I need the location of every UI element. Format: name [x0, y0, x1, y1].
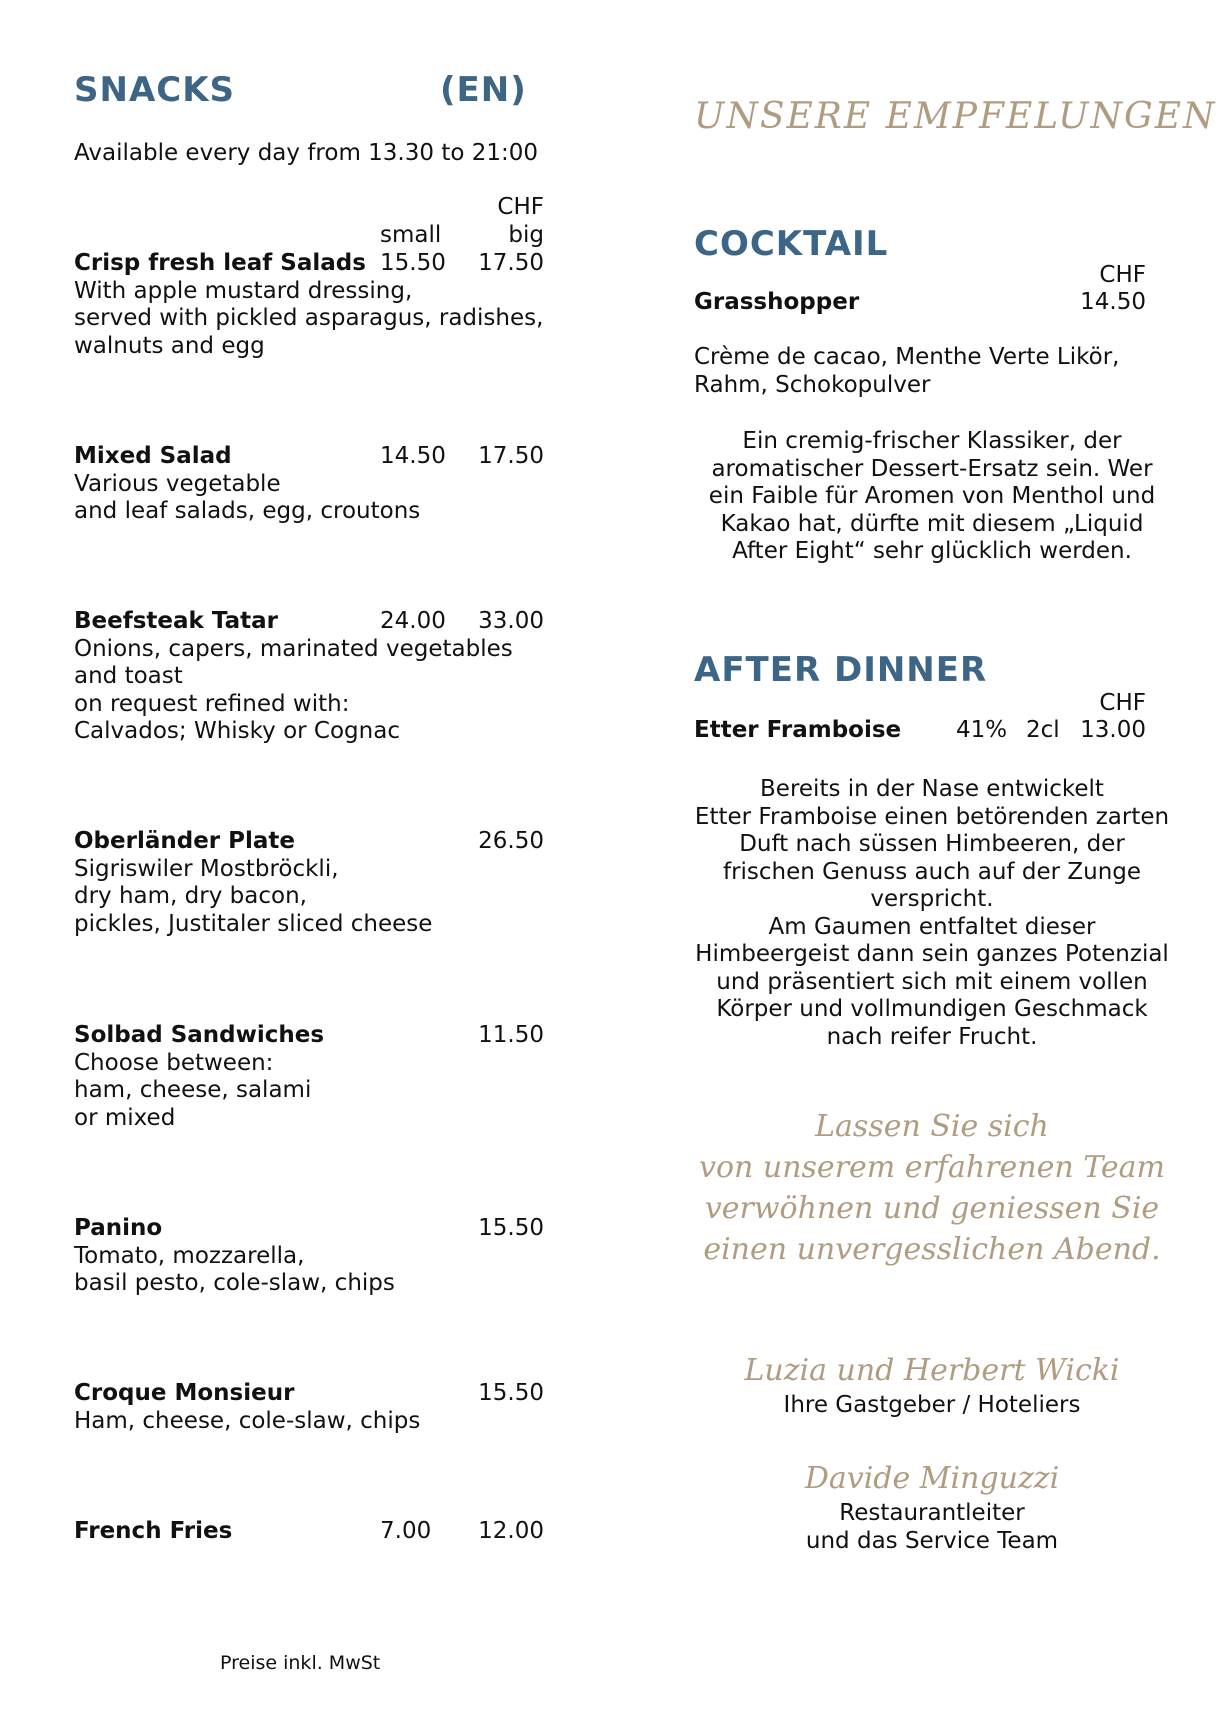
language-label: (EN): [440, 70, 527, 110]
snacks-header: [74, 70, 544, 114]
currency-label: CHF: [1099, 262, 1146, 288]
currency-label: CHF: [497, 194, 544, 220]
menu-item: [74, 1518, 544, 1546]
item-name: Panino: [74, 1215, 163, 1241]
item-description: Choose between: ham, cheese, salami or mixed: [74, 1049, 312, 1131]
manager-role: Restaurantleiter und das Service Team: [805, 1500, 1059, 1554]
menu-item: [74, 1380, 544, 1435]
price-big: 15.50: [478, 1380, 544, 1406]
item-description: Sigriswiler Mostbröckli, dry ham, dry bacon, pickles, Justitaler sliced cheese: [74, 855, 433, 937]
price-big: 17.50: [478, 250, 544, 276]
currency-label: CHF: [1099, 690, 1146, 716]
item-description: Onions, capers, marinated vegetables and toast on request refined with: Calvados; Whisky or Cognac: [74, 635, 513, 744]
menu-item: [74, 443, 544, 526]
item-name: Oberländer Plate: [74, 828, 296, 854]
snacks-title: SNACKS: [74, 70, 236, 110]
item-name: Mixed Salad: [74, 443, 232, 469]
item-name: Solbad Sandwiches: [74, 1022, 325, 1048]
cocktail-ingredients: Crème de cacao, Menthe Verte Likör, Rahm, Schokopulver: [694, 344, 1120, 398]
price-small: 7.00: [380, 1518, 432, 1544]
price-small: 14.50: [380, 443, 446, 469]
price-column-header: [74, 194, 544, 250]
cocktail-description: Ein cremig-frischer Klassiker, der aromatischer Dessert-Ersatz sein. Wer ein Faible für Aromen von Menthol und Kakao hat, dürfte mit diesem „Liquid After Eight“ sehr glücklich werden.: [708, 428, 1156, 564]
item-name: French Fries: [74, 1518, 233, 1544]
item-description: With apple mustard dressing, served with pickled asparagus, radishes, walnuts and egg: [74, 277, 544, 359]
availability-text: Available every day from 13.30 to 21:00: [74, 140, 538, 166]
recommendations-title: UNSERE EMPFELUNGEN: [694, 96, 1217, 137]
snacks-column: [74, 70, 544, 1544]
after-dinner-name: Etter Framboise: [694, 717, 902, 743]
volume-value: 2cl: [1026, 717, 1060, 743]
price-big: 15.50: [478, 1215, 544, 1241]
footer-note: Preise inkl. MwSt: [220, 1652, 381, 1674]
abv-value: 41%: [956, 717, 1008, 743]
menu-item: [74, 608, 544, 746]
item-description: Ham, cheese, cole-slaw, chips: [74, 1407, 421, 1434]
item-name: Beefsteak Tatar: [74, 608, 278, 634]
cocktail-section-title: COCKTAIL: [694, 224, 889, 264]
after-dinner-section-title: AFTER DINNER: [694, 650, 988, 690]
cocktail-name: Grasshopper: [694, 289, 860, 315]
small-label: small: [380, 222, 442, 248]
big-label: big: [508, 222, 544, 248]
menu-item: [74, 1215, 544, 1298]
price-big: 26.50: [478, 828, 544, 854]
price-big: 17.50: [478, 443, 544, 469]
after-dinner-description: Bereits in der Nase entwickelt Etter Framboise einen betörenden zarten Duft nach süssen Himbeeren, der frischen Genuss auch auf der Zunge verspricht. Am Gaumen entfaltet dieser Himbeergeist dann sein ganzes Potenzial und präsentiert sich mit einem vollen Körper und vollmundigen Geschmack nach reifer Frucht.: [694, 776, 1170, 1050]
closing-message: Lassen Sie sich von unserem erfahrenen Team verwöhnen und geniessen Sie einen unvergesslichen Abend.: [699, 1109, 1165, 1267]
price-small: 15.50: [380, 250, 446, 276]
price-big: 11.50: [478, 1022, 544, 1048]
host-role: Ihre Gastgeber / Hoteliers: [783, 1392, 1081, 1418]
menu-item: [74, 250, 544, 360]
cocktail-price: 14.50: [1080, 289, 1146, 315]
host-names: Luzia und Herbert Wicki: [744, 1353, 1120, 1388]
menu-item: [74, 1022, 544, 1132]
menu-item: [74, 828, 544, 938]
price-small: 24.00: [380, 608, 446, 634]
item-description: Tomato, mozzarella, basil pesto, cole-slaw, chips: [74, 1242, 395, 1296]
item-description: Various vegetable and leaf salads, egg, croutons: [74, 470, 421, 524]
price-big: 33.00: [478, 608, 544, 634]
manager-name: Davide Minguzzi: [804, 1461, 1060, 1496]
price-big: 12.00: [478, 1518, 544, 1544]
item-name: Croque Monsieur: [74, 1380, 295, 1406]
after-dinner-price: 13.00: [1080, 717, 1146, 743]
item-name: Crisp fresh leaf Salads: [74, 250, 366, 276]
